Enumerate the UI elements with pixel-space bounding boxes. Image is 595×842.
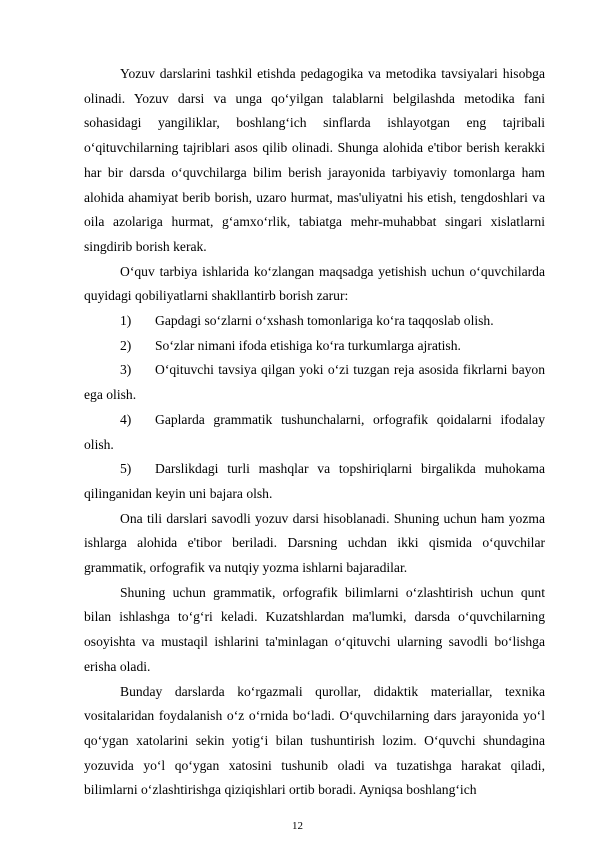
paragraph: O‘quv tarbiya ishlarida ko‘zlangan maqsadga yetishish uchun o‘quvchilarda quyidagi qobiliyatlarni shakllantirb borish zarur: bbox=[84, 263, 545, 304]
page-number: 12 bbox=[292, 820, 303, 832]
list-item-text: Gaplarda grammatik tushunchalarni, orfografik qoidalarni ifodalay olish. bbox=[84, 411, 545, 452]
list-item bbox=[84, 408, 545, 457]
list-item-text: Darslikdagi turli mashqlar va topshiriqlarni birgalikda muhokama qilinganidan keyin uni bajara olsh. bbox=[84, 461, 545, 501]
list-item bbox=[84, 334, 545, 359]
list-item-number: 1) bbox=[120, 313, 132, 329]
paragraph: Ona tili darslari savodli yozuv darsi hisoblanadi. Shuning uchun ham yozma ishlarga alohida e'tibor beriladi. Darsning uchdan ikki qismida o‘quvchilar grammatik, orfografik va nutqiy yozma ishlarni bajaradilar. bbox=[84, 510, 545, 576]
list-item-number: 4) bbox=[120, 411, 132, 427]
list-item-number: 2) bbox=[120, 337, 132, 353]
list-item bbox=[84, 309, 545, 334]
list-item-text: Gapdagi so‘zlarni o‘xshash tomonlariga ko‘ra taqqoslab olish. bbox=[155, 313, 494, 329]
document-body bbox=[84, 62, 545, 803]
list-item-number: 5) bbox=[120, 461, 132, 477]
list-item-number: 3) bbox=[120, 362, 132, 378]
list-item-text: So‘zlar nimani ifoda etishiga ko‘ra turkumlarga ajratish. bbox=[155, 337, 461, 353]
list-item bbox=[84, 358, 545, 407]
list-item bbox=[84, 457, 545, 506]
paragraph: Shuning uchun grammatik, orfografik bilimlarni o‘zlashtirish uchun qunt bilan ishlashga to‘g‘ri keladi. Kuzatshlardan ma'lumki, darsda o‘quvchilarning osoyishta va mustaqil ishlarini ta'minlagan o‘qituvchi ularning savodli bo‘lishga erisha oladi. bbox=[84, 584, 545, 674]
paragraph: Yozuv darslarini tashkil etishda pedagogika va metodika tavsiyalari hisobga olinadi. Yozuv darsi va unga qo‘yilgan talablarni belgilashda metodika fani sohasidagi yangiliklar, boshlang‘ich sinflarda ishlayotgan eng tajribali o‘qituvchilarning tajriblari asos qilib olinadi. Shunga alohida e'tibor berish kerakki har bir darsda o‘quvchilarga bilim berish jarayonida tarbiyaviy tomonlarga ham alohida ahamiyat berib borish, uzaro hurmat, mas'uliyatni his etish, tengdoshlari va oila azolariga hurmat, g‘amxo‘rlik, tabiatga mehr-muhabbat singari xislatlarni singdirib borish kerak. bbox=[84, 66, 545, 254]
list-item-text: O‘qituvchi tavsiya qilgan yoki o‘zi tuzgan reja asosida fikrlarni bayon ega olish. bbox=[84, 362, 545, 403]
paragraph: Bunday darslarda ko‘rgazmali qurollar, didaktik materiallar, texnika vositalaridan foydalanish o‘z o‘rnida bo‘ladi. O‘quvchilarning dars jarayonida yo‘l qo‘ygan xatolarini sekin yotig‘i bilan tushuntirish lozim. O‘quvchi shundagina yozuvida yo‘l qo‘ygan xatosini tushunib oladi va tuzatishga harakat qiladi, bilimlarni o‘zlashtirishga qiziqishlari ortib boradi. Ayniqsa boshlang‘ich bbox=[84, 683, 545, 798]
